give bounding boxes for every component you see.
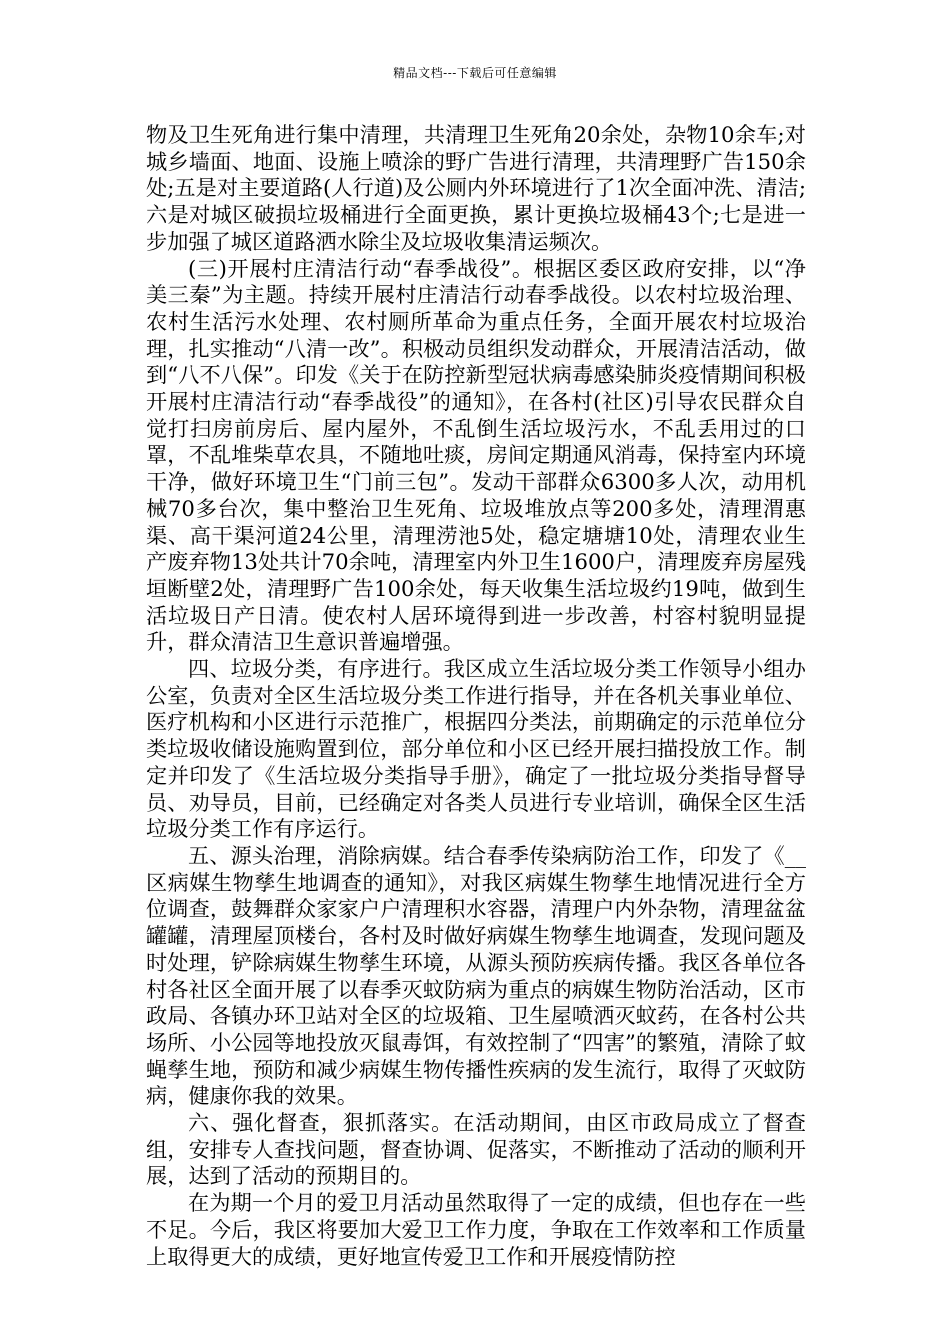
- paragraph-village-cleaning: (三)开展村庄清洁行动“春季战役”。根据区委区政府安排，以“净美三秦”为主题。持续开展村庄清洁行动春季战役。以农村垃圾治理、农村生活污水处理、农村厕所革命为重点任务，全面开展农村垃圾治理，扎实推动“八清一改”。积极动员组织发动群众，开展清洁活动，做到“八不八保”。印发《关于在防控新型冠状病毒感染肺炎疫情期间积极开展村庄清洁行动“春季战役”的通知》，在各村(社区)引导农民群众自觉打扫房前房后、屋内屋外，不乱倒生活垃圾污水，不乱丢用过的口罩，不乱堆柴草农具，不随地吐痰，房间定期通风消毒，保持室内环境干净，做好环境卫生“门前三包”。发动干部群众6300多人次，动用机械70多台次，集中整治卫生死角、垃圾堆放点等200多处，清理渭惠渠、高干渠河道24公里，清理涝池5处，稳定塘塘10处，清理农业生产废弃物13处共计70余吨，清理室内外卫生1600户，清理废弃房屋残垣断壁2处，清理野广告100余处，每天收集生活垃圾约19吨，做到生活垃圾日产日清。使农村人居环境得到进一步改善，村容村貌明显提升，群众清洁卫生意识普遍增强。: [146, 255, 806, 655]
- page-header: 精品文档---下载后可任意编辑: [393, 66, 557, 80]
- paragraph-source-control: 五、源头治理，消除病媒。结合春季传染病防治工作，印发了《__区病媒生物孳生地调查的通知》，对我区病媒生物孳生地情况进行全方位调查，鼓舞群众家家户户清理积水容器，清理户内外杂物，清理盆盆罐罐，清理屋顶楼台，各村及时做好病媒生物孳生地调查，发现问题及时处理，铲除病媒生物孳生环境，从源头预防疾病传播。我区各单位各村各社区全面开展了以春季灭蚊防病为重点的病媒生物防治活动，区市政局、各镇办环卫站对全区的垃圾箱、卫生屋喷洒灭蚊药，在各村公共场所、小公园等地投放灭鼠毒饵，有效控制了“四害”的繁殖，清除了蚊蝇孳生地，预防和减少病媒生物传播性疾病的发生流行，取得了灭蚊防病，健康你我的效果。: [146, 842, 806, 1109]
- paragraph-garbage-sorting: 四、垃圾分类，有序进行。我区成立生活垃圾分类工作领导小组办公室，负责对全区生活垃圾分类工作进行指导，并在各机关事业单位、医疗机构和小区进行示范推广，根据四分类法，前期确定的示范单位分类垃圾收储设施购置到位，部分单位和小区已经开展扫描投放工作。制定并印发了《生活垃圾分类指导手册》，确定了一批垃圾分类指导督导员、劝导员，目前，已经确定对各类人员进行专业培训，确保全区生活垃圾分类工作有序运行。: [146, 656, 806, 842]
- paragraph-sanitation-cleanup: 物及卫生死角进行集中清理，共清理卫生死角20余处，杂物10余车;对城乡墙面、地面、设施上喷涂的野广告进行清理，共清理野广告150余处;五是对主要道路(人行道)及公厕内外环境进行了1次全面冲洗、清洁;六是对城区破损垃圾桶进行全面更换，累计更换垃圾桶43个;七是进一步加强了城区道路洒水除尘及垃圾收集清运频次。: [146, 122, 806, 254]
- document-body: [146, 122, 806, 1270]
- paragraph-summary: 在为期一个月的爱卫月活动虽然取得了一定的成绩，但也存在一些不足。今后，我区将要加大爱卫工作力度，争取在工作效率和工作质量上取得更大的成绩，更好地宣传爱卫工作和开展疫情防控: [146, 1190, 806, 1269]
- paragraph-supervision: 六、强化督查，狠抓落实。在活动期间，由区市政局成立了督查组，安排专人查找问题，督查协调、促落实，不断推动了活动的顺利开展，达到了活动的预期目的。: [146, 1110, 806, 1189]
